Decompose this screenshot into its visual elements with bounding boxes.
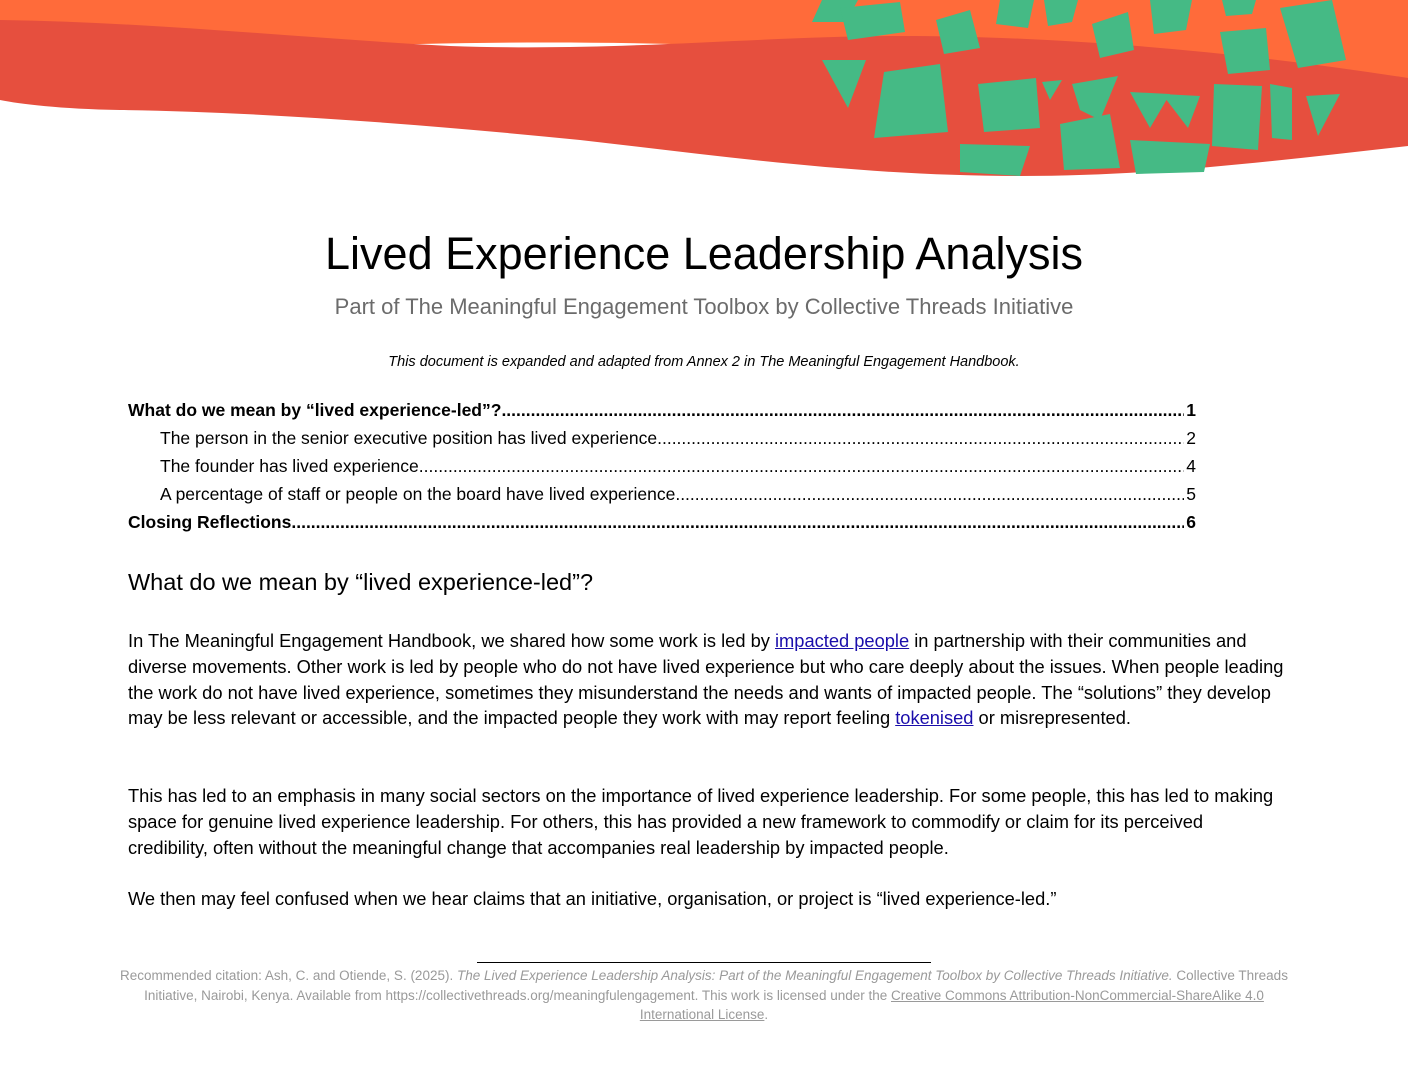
toc-dot-leader <box>424 453 1185 479</box>
citation-title: The Lived Experience Leadership Analysis: Part of the Meaningful Engagement Toolbox by Collective Threads Initiative. <box>456 968 1173 983</box>
toc-dot-leader <box>662 425 1184 451</box>
toc-dot-leader <box>680 481 1184 507</box>
document-subtitle: Part of The Meaningful Engagement Toolbox by Collective Threads Initiative <box>334 294 1074 319</box>
citation-text: Collective Threads Initiative, Nairobi, Kenya. Available from https://collectivethreads.org/meaningfulengagement. This work is licensed under the <box>144 968 1288 1003</box>
footnote-divider <box>477 962 931 963</box>
paragraph-text: or misrepresented. <box>973 707 1131 729</box>
toc-page-number: 1 <box>1186 400 1196 420</box>
toc-page-number: 4 <box>1186 456 1196 476</box>
table-of-contents <box>128 397 1196 537</box>
license-link[interactable]: Creative Commons Attribution-NonCommercial-ShareAlike 4.0 International License <box>639 987 1264 1022</box>
body-paragraph-3: We then may feel confused when we hear claims that an initiative, organisation, or project is “lived experience-led.” <box>128 888 1057 909</box>
toc-dot-leader <box>296 509 1184 535</box>
toc-entry[interactable] <box>128 509 1196 537</box>
toc-page-number: 5 <box>1186 484 1196 504</box>
citation-text: . <box>764 1007 769 1022</box>
toc-entry-label: The founder has lived experience. <box>160 456 424 476</box>
toc-page-number: 6 <box>1186 512 1196 532</box>
section-heading: What do we mean by “lived experience-led”? <box>128 569 594 595</box>
paragraph-text: In The Meaningful Engagement Handbook, we shared how some work is led by <box>128 630 775 651</box>
body-paragraph-2: This has led to an emphasis in many social sectors on the importance of lived experience leadership. For some people, this has led to making space for genuine lived experience leadership. For others, this has provided a new framework to commodify or claim for its perceived credibility, often without the meaningful change that accompanies real leadership by impacted people. <box>128 785 1274 858</box>
toc-entry-label: The person in the senior executive position has lived experience. <box>160 428 662 448</box>
paragraph-text: in partnership with their communities and diverse movements. Other work is led by people who do not have lived experience but who care deeply about the issues. When people leading the work do not have lived experience, sometimes they misunderstand the needs and wants of impacted people. The “solutions” they develop may be less relevant or accessible, and the impacted people they work with may report feeling <box>128 630 1284 729</box>
impacted-people-link[interactable]: impacted people <box>775 630 910 651</box>
citation-footer <box>120 966 1288 1025</box>
toc-entry[interactable] <box>128 453 1196 481</box>
adaptation-note: This document is expanded and adapted from Annex 2 in The Meaningful Engagement Handbook. <box>388 354 1020 370</box>
toc-entry-label: Closing Reflections. <box>128 512 297 532</box>
toc-dot-leader <box>501 397 1184 423</box>
citation-text: Recommended citation: Ash, C. and Otiende, S. (2025). <box>120 968 457 983</box>
toc-entry-label: What do we mean by “lived experience-led”? <box>128 400 502 420</box>
document-title: Lived Experience Leadership Analysis <box>325 228 1083 279</box>
toc-entry[interactable] <box>128 481 1196 509</box>
tokenised-link[interactable]: tokenised <box>895 707 974 729</box>
toc-page-number: 2 <box>1186 428 1196 448</box>
toc-entry[interactable] <box>128 425 1196 453</box>
body-paragraph-1 <box>128 628 1288 731</box>
toc-entry-label: A percentage of staff or people on the board have lived experience. <box>160 484 681 504</box>
toc-entry[interactable] <box>128 397 1196 425</box>
header-banner <box>0 0 1408 190</box>
